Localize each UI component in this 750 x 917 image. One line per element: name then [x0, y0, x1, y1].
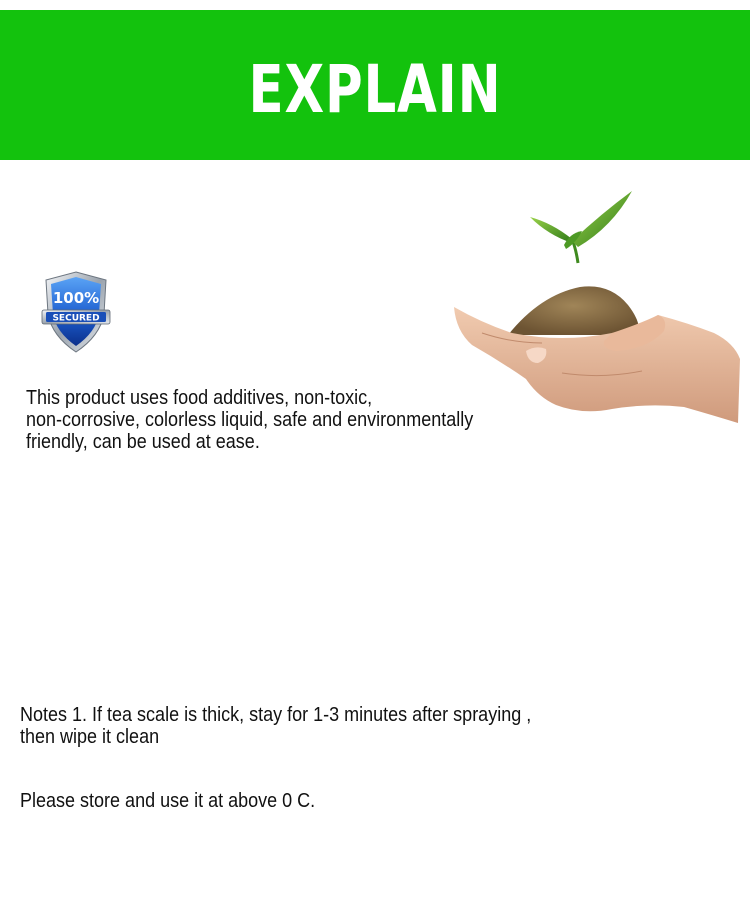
badge-percent-text: 100% [52, 289, 100, 307]
badge-banner-text: SECURED [52, 313, 100, 324]
storage-instruction [20, 790, 315, 812]
description-line: This product uses food additives, non-toxic, [26, 387, 373, 409]
description-line: friendly, can be used at ease. [26, 431, 260, 453]
notes-line: Notes 1. If tea scale is thick, stay for 1-3 minutes after spraying , [20, 704, 532, 726]
usage-notes [20, 704, 531, 748]
storage-text: Please store and use it at above 0 C. [20, 790, 316, 812]
description-line: non-corrosive, colorless liquid, safe and environmentally [26, 409, 474, 431]
notes-line: then wipe it clean [20, 726, 160, 748]
hand-soil-sprout-icon [452, 183, 742, 428]
header-banner [0, 10, 750, 160]
product-description [26, 387, 473, 453]
secured-shield-icon [40, 270, 112, 354]
page-title: EXPLAIN [248, 51, 502, 128]
